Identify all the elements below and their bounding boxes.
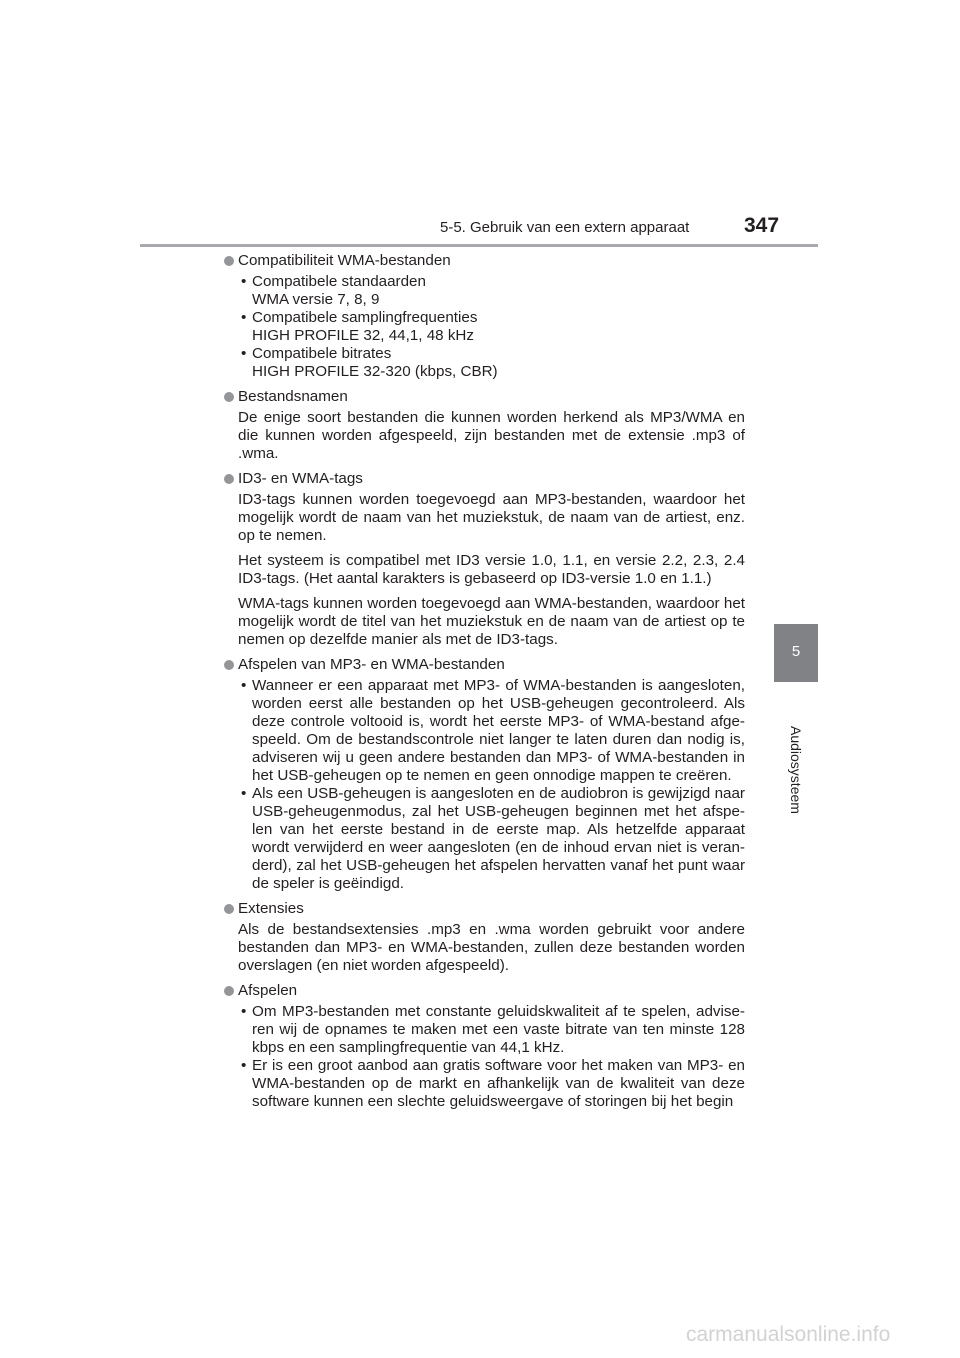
list-bullet-icon: • — [241, 273, 247, 290]
bullet-list — [223, 677, 745, 893]
list-item-text: WMA versie 7, 8, 9 — [252, 291, 380, 308]
watermark: carmanualsonline.info — [686, 1323, 891, 1346]
list-item-text: Compatibele standaarden — [252, 273, 426, 290]
paragraph: Als de bestandsextensies .mp3 en .wma worden gebruikt voor andere bestanden dan MP3- en WMA-bestanden, zullen deze bestanden worden overslagen (en niet worden afgespeeld). — [238, 921, 745, 974]
list-item — [238, 273, 745, 309]
list-item-text: HIGH PROFILE 32, 44,1, 48 kHz — [252, 327, 474, 344]
list-bullet-icon: • — [241, 785, 247, 802]
header-divider — [140, 244, 818, 247]
list-item — [238, 1003, 745, 1057]
section-heading-text: Afspelen — [238, 982, 298, 999]
section-heading — [223, 470, 745, 488]
chapter-tab — [774, 624, 818, 682]
content-section — [223, 470, 745, 649]
bullet-list — [223, 1003, 745, 1111]
list-item-text: Als een USB-geheugen is aangesloten en de audiobron is gewijzigd naar USB-geheugenmodus, zal het USB-geheugen beginnen met het afspe-len van het eerste bestand in de eerste map. Als hetzelfde apparaat wordt verwijderd en weer aangesloten (en de inhoud ervan niet is veran-derd), zal het USB-geheugen het afspelen hervatten vanaf het punt waar de speler is geëindigd. — [252, 785, 745, 892]
page-number: 347 — [744, 214, 780, 237]
section-heading — [223, 388, 745, 406]
list-item-text: HIGH PROFILE 32-320 (kbps, CBR) — [252, 363, 498, 380]
section-heading-text: Bestandsnamen — [238, 388, 348, 405]
bullet-list — [223, 273, 745, 381]
list-bullet-icon: • — [241, 345, 247, 362]
paragraph: De enige soort bestanden die kunnen worden herkend als MP3/WMA en die kunnen worden afgespeeld, zijn bestanden met de extensie .mp3 of .wma. — [238, 409, 745, 462]
list-item-text: Compatibele bitrates — [252, 345, 392, 362]
list-bullet-icon: • — [241, 1057, 247, 1074]
list-bullet-icon: • — [241, 309, 247, 326]
list-item-text: Er is een groot aanbod aan gratis software voor het maken van MP3- en WMA-bestanden op de markt en afhankelijk van de kwaliteit van deze software kunnen een slechte geluidsweergave of storingen bij het begin — [252, 1057, 745, 1110]
bullet-circle-icon — [224, 392, 234, 402]
paragraph: Het systeem is compatibel met ID3 versie 1.0, 1.1, en versie 2.2, 2.3, 2.4 ID3-tags. (Het aantal karakters is gebaseerd op ID3-versie 1.0 en 1.1.) — [238, 552, 745, 587]
bullet-circle-icon — [224, 474, 234, 484]
list-item-text: Om MP3-bestanden met constante geluidskwaliteit af te spelen, advise-ren wij de opnames te maken met een vaste bitrate van ten minste 128 kbps en een samplingfrequentie van 44,1 kHz. — [252, 1003, 745, 1056]
section-title: 5-5. Gebruik van een extern apparaat — [440, 219, 690, 236]
list-bullet-icon: • — [241, 677, 247, 694]
section-heading — [223, 252, 745, 270]
list-bullet-icon: • — [241, 1003, 247, 1020]
list-item-text: Wanneer er een apparaat met MP3- of WMA-bestanden is aangesloten, worden eerst alle bestanden op het USB-geheugen gecontroleerd. Als deze controle voltooid is, wordt het eerste MP3- of WMA-bestand afge-speeld. Om de bestandscontrole niet langer te laten duren dan nodig is, adviseren wij u geen andere bestanden dan MP3- of WMA-bestanden in het USB-geheugen op te nemen en geen onnodige mappen te creëren. — [252, 677, 745, 784]
bullet-circle-icon — [224, 986, 234, 996]
bullet-circle-icon — [224, 904, 234, 914]
page-content — [223, 252, 745, 1118]
list-item — [238, 1057, 745, 1111]
bullet-circle-icon — [224, 256, 234, 266]
paragraph: ID3-tags kunnen worden toegevoegd aan MP3-bestanden, waardoor het mogelijk wordt de naam van het muziekstuk, de naam van de artiest, enz. op te nemen. — [238, 491, 745, 544]
list-item — [238, 309, 745, 345]
section-heading-text: Afspelen van MP3- en WMA-bestanden — [238, 656, 505, 673]
section-heading-text: Compatibiliteit WMA-bestanden — [238, 252, 451, 269]
section-heading-text: ID3- en WMA-tags — [238, 470, 363, 487]
section-heading — [223, 900, 745, 918]
section-heading-text: Extensies — [238, 900, 304, 917]
content-section — [223, 252, 745, 381]
section-heading — [223, 982, 745, 1000]
paragraph: WMA-tags kunnen worden toegevoegd aan WMA-bestanden, waardoor het mogelijk wordt de titel van het muziekstuk en de naam van de artiest op te nemen op dezelfde manier als met de ID3-tags. — [238, 595, 745, 648]
section-heading — [223, 656, 745, 674]
list-item — [238, 785, 745, 893]
chapter-number: 5 — [791, 643, 801, 660]
content-section — [223, 982, 745, 1111]
content-section — [223, 656, 745, 893]
content-section — [223, 388, 745, 463]
content-section — [223, 900, 745, 975]
bullet-circle-icon — [224, 660, 234, 670]
list-item — [238, 345, 745, 381]
list-item-text: Compatibele samplingfrequenties — [252, 309, 478, 326]
chapter-title: Audiosysteem — [788, 726, 804, 814]
list-item — [238, 677, 745, 785]
